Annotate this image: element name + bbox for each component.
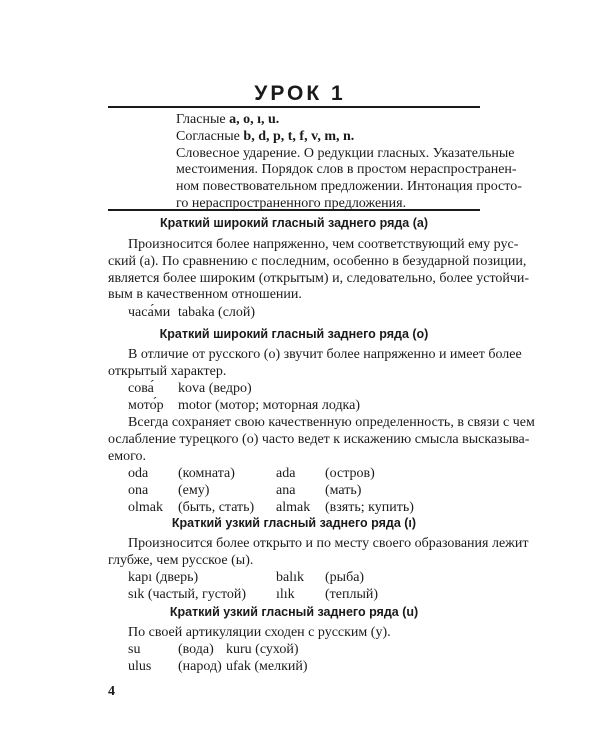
pair-gloss: (вода) [178,642,214,657]
example-word-ru: мото́р [128,398,164,413]
bottom-rule [108,209,480,211]
summary-vowels: Гласные a, o, ı, u. [176,112,280,127]
pair-word: ulus [128,659,152,674]
section-title-a: Краткий широкий гласный заднего ряда (a) [159,216,429,230]
summary-consonants: Согласные b, d, p, t, f, v, m, n. [176,128,355,144]
example-word-tr: kova (ведро) [178,381,252,396]
lesson-title: УРОК 1 [254,82,346,105]
pair-gloss: (быть, стать) [178,500,255,515]
pair-gloss: (взять; купить) [325,500,414,515]
section-a-paragraph: Произносится более напряженно, чем соответствующий ему рус- ский (а). По сравнению с последним, особенно в безударной позиции, является более широким (открытым) и, следовательно, более устойчи- вым в качественном отношении. [108,237,530,303]
section-u-paragraph: По своей артикуляции сходен с русским (у). [128,625,391,640]
pair-gloss: (остров) [325,466,375,481]
pair-word: ada [276,466,296,481]
pair-word: balık [276,570,304,585]
section-title-i: Краткий узкий гласный заднего ряда (ı) [171,516,417,530]
pair-gloss: (теплый) [325,587,379,602]
example-word-ru: сова́ [128,381,154,396]
lesson-summary [176,112,522,213]
section-i-paragraph: Произносится более открыто и по месту своего образования лежит глубже, чем русское (ы). [108,536,529,568]
pair-gloss: (мать) [325,483,362,498]
pair-gloss: (комната) [178,466,235,481]
section-title-o: Краткий широкий гласный заднего ряда (o) [159,327,429,341]
top-rule [108,106,480,108]
example-word-ru: часа́ми [128,305,171,320]
example-word-tr: tabaka (слой) [178,305,256,320]
section-o-paragraph-2: Всегда сохраняет свою качественную определенность, в связи с чем ослабление турецкого (o) часто ведет к искажению смысла высказыва- емого. [108,415,535,464]
pair-word: oda [128,466,149,481]
summary-line: го нераспространенного предложения. [176,195,407,211]
summary-line: ном повествовательном предложении. Интонация просто- [176,179,522,195]
pair-word: sık (частый, густой) [128,587,247,602]
pair-gloss: (ему) [178,483,210,498]
pair-word: kuru (сухой) [226,642,299,657]
pair-word: ona [128,483,149,498]
pair-word: ılık [276,587,295,602]
pair-word: ana [276,483,296,498]
pair-word: su [128,642,141,657]
pair-gloss: (народ) [178,659,222,674]
section-o-paragraph: В отличие от русского (о) звучит более напряженно и имеет более открытый характер. [108,347,522,379]
section-title-u: Краткий узкий гласный заднего ряда (u) [169,605,419,619]
pair-word: ufak (мелкий) [226,659,308,674]
example-word-tr: motor (мотор; моторная лодка) [178,398,361,413]
page-number: 4 [108,684,115,699]
pair-word: kapı (дверь) [128,570,199,585]
summary-line: местоимения. Порядок слов в простом нераспространен- [176,162,517,178]
pair-word: olmak [128,500,163,515]
summary-line: Словесное ударение. О редукции гласных. Указательные [176,145,515,161]
pair-word: almak [276,500,311,515]
pair-gloss: (рыба) [325,570,365,585]
